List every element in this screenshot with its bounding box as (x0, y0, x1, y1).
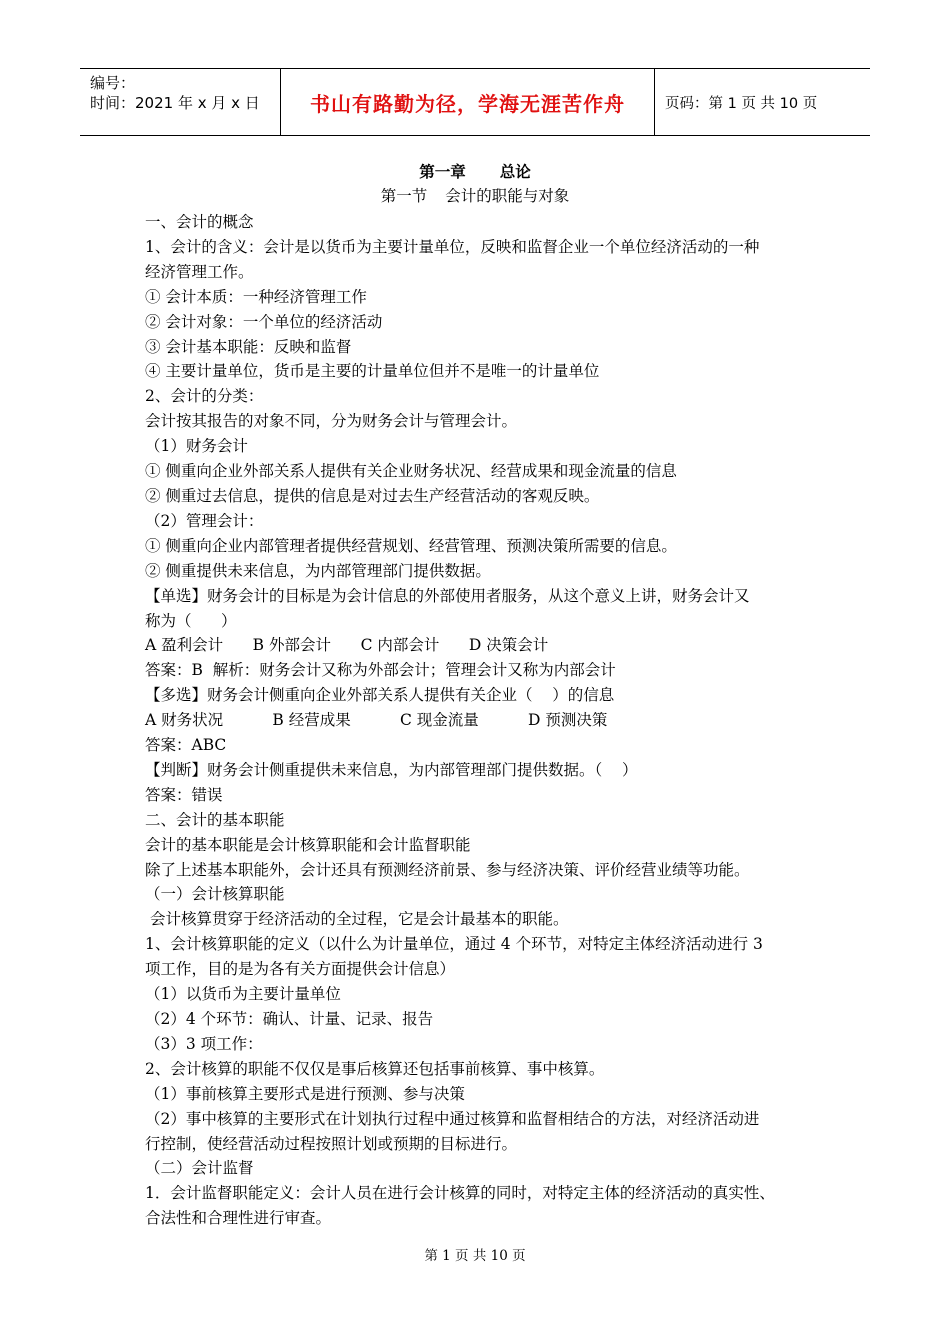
body-line: 【判断】财务会计侧重提供未来信息，为内部管理部门提供数据。（ ） (145, 760, 638, 779)
body-line: （1）以货币为主要计量单位 (145, 985, 341, 1004)
body-line: 答案：错误 (145, 785, 223, 804)
body-line: 2、会计核算的职能不仅仅是事后核算还包括事前核算、事中核算。 (145, 1059, 605, 1078)
body-line: 1、会计核算职能的定义（以什么为计量单位，通过 4 个环节，对特定主体经济活动进行 3 (145, 935, 763, 954)
section-title (0, 184, 950, 208)
chapter-name: 总论 (499, 162, 531, 181)
header-meta-cell (80, 69, 281, 135)
document-number-label: 编号： (90, 74, 136, 92)
body-line: ② 会计对象：一个单位的经济活动 (145, 312, 383, 331)
body-line: 称为（ ） (145, 611, 237, 630)
body-line: ② 侧重过去信息，提供的信息是对过去生产经营活动的客观反映。 (145, 486, 600, 505)
body-line: 1．会计监督职能定义：会计人员在进行会计核算的同时，对特定主体的经济活动的真实性、 (145, 1184, 775, 1203)
body-line: （3）3 项工作： (145, 1034, 263, 1053)
body-line: 会计的基本职能是会计核算职能和会计监督职能 (145, 835, 471, 854)
body-line: ③ 会计基本职能：反映和监督 (145, 337, 352, 356)
document-date: 时间：2021 年 x 月 x 日 (90, 94, 260, 112)
body-line: A 盈利会计 B 外部会计 C 内部会计 D 决策会计 (145, 636, 549, 655)
body-line: ② 侧重提供未来信息，为内部管理部门提供数据。 (145, 561, 491, 580)
page-footer: 第 1 页 共 10 页 (424, 1248, 526, 1264)
body-line: 行控制，使经营活动过程按照计划或预期的目标进行。 (145, 1134, 518, 1153)
header-motto: 书山有路勤为径，学海无涯苦作舟 (281, 69, 655, 135)
header-table (80, 68, 870, 136)
body-line: （2）事中核算的主要形式在计划执行过程中通过核算和监督相结合的方法，对经济活动进 (145, 1109, 760, 1128)
body-line: 1、会计的含义：会计是以货币为主要计量单位，反映和监督企业一个单位经济活动的一种 (145, 237, 760, 256)
body-line: ① 侧重向企业内部管理者提供经营规划、经营管理、预测决策所需要的信息。 (145, 536, 677, 555)
body-line: 答案：ABC (145, 736, 227, 755)
body-line: A 财务状况 B 经营成果 C 现金流量 D 预测决策 (145, 711, 608, 730)
body-line: 答案：B 解析：财务会计又称为外部会计；管理会计又称为内部会计 (145, 661, 616, 680)
body-line: 二、会计的基本职能 (145, 810, 285, 829)
section-name: 会计的职能与对象 (445, 187, 570, 205)
body-line: 【单选】财务会计的目标是为会计信息的外部使用者服务，从这个意义上讲，财务会计又 (145, 586, 750, 605)
body-line: 合法性和合理性进行审查。 (145, 1209, 332, 1228)
chapter-number: 第一章 (419, 162, 466, 181)
body-line: 一、会计的概念 (145, 213, 254, 231)
body-line: （1）财务会计 (145, 437, 248, 456)
body-line: 项工作，目的是为各有关方面提供会计信息） (145, 960, 456, 979)
body-line: 会计按其报告的对象不同，分为财务会计与管理会计。 (145, 412, 518, 431)
chapter-title (0, 160, 950, 184)
body-line: （2）4 个环节：确认、计量、记录、报告 (145, 1010, 434, 1028)
body-line: 除了上述基本职能外，会计还具有预测经济前景、参与经济决策、评价经营业绩等功能。 (145, 860, 750, 879)
body-line: ④ 主要计量单位，货币是主要的计量单位但并不是唯一的计量单位 (145, 362, 600, 381)
body-line: ① 侧重向企业外部关系人提供有关企业财务状况、经营成果和现金流量的信息 (145, 462, 677, 481)
body-line: （1）事前核算主要形式是进行预测、参与决策 (145, 1084, 465, 1103)
body-line: （二）会计监督 (145, 1159, 254, 1178)
body-line: 2、会计的分类： (145, 387, 264, 406)
header-page-info: 页码：第 1 页 共 10 页 (665, 95, 818, 112)
body-line: 【多选】财务会计侧重向企业外部关系人提供有关企业（ ）的信息 (145, 686, 615, 705)
body-line: （一）会计核算职能 (145, 885, 285, 904)
body-line: （2）管理会计： (145, 511, 264, 530)
body-line: ① 会计本质：一种经济管理工作 (145, 287, 367, 306)
body-line: 会计核算贯穿于经济活动的全过程，它是会计最基本的职能。 (145, 910, 569, 929)
body-line: 经济管理工作。 (145, 262, 254, 281)
document-body (145, 210, 817, 1231)
section-number: 第一节 (380, 187, 428, 205)
